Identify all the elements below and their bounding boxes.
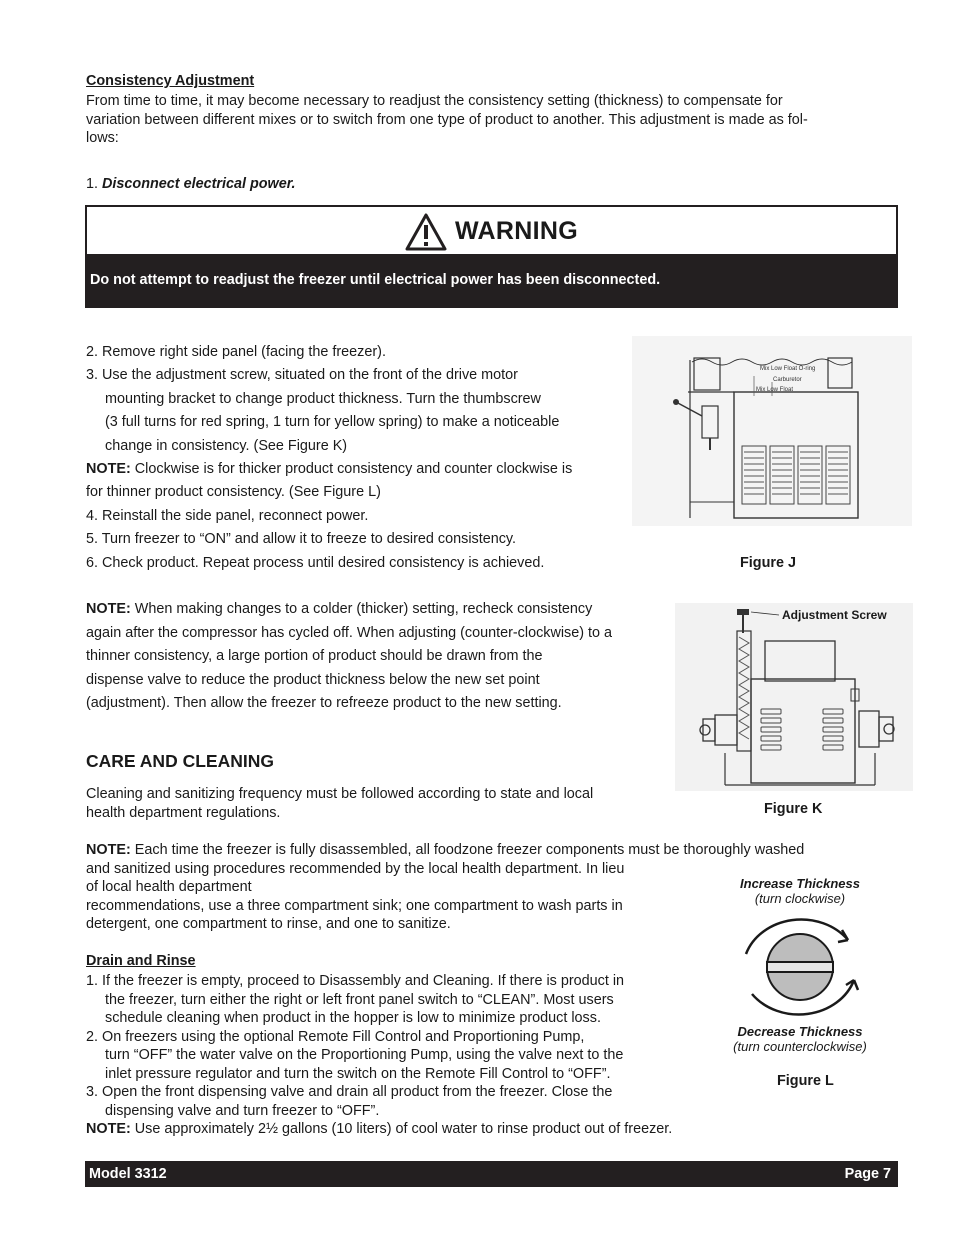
note-line: again after the compressor has cycled off. When adjusting (counter-clockwise) to a	[86, 624, 613, 641]
figure-j-label: Mix Low Float O-ring	[760, 366, 816, 372]
care-note-line: of local health department	[86, 879, 252, 895]
note-thicker-setting	[86, 598, 612, 716]
step-1-number: 1.	[86, 176, 102, 192]
step-line: change in consistency. (See Figure K)	[105, 437, 348, 454]
step-line: 2. Remove right side panel (facing the freezer).	[86, 344, 386, 360]
step-1-text: Disconnect electrical power.	[102, 176, 296, 192]
care-intro	[86, 785, 593, 822]
care-intro-line: health department regulations.	[86, 804, 281, 821]
consistency-heading: Consistency Adjustment	[86, 73, 255, 89]
care-intro-line: Cleaning and sanitizing frequency must be followed according to state and local	[86, 786, 594, 802]
increase-thickness-label: Increase Thickness	[740, 876, 860, 891]
drain-line: turn “OFF” the water valve on the Proportioning Pump, using the valve next to the	[105, 1047, 624, 1063]
drain-line: the freezer, turn either the right or left front panel switch to “CLEAN”. Most users	[105, 991, 614, 1008]
care-note	[86, 841, 804, 934]
note-line: (adjustment). Then allow the freezer to refreeze product to the new setting.	[86, 695, 562, 711]
model-number: Model 3312	[89, 1166, 167, 1182]
thumbscrew-rotation-diagram	[730, 912, 870, 1022]
increase-thickness-sublabel: (turn clockwise)	[754, 891, 846, 906]
note-label: NOTE:	[86, 1121, 131, 1137]
step-note-line	[86, 458, 572, 481]
page-footer	[85, 1161, 898, 1187]
warning-box	[85, 205, 898, 308]
step-1	[86, 176, 296, 192]
figure-j-caption: Figure J	[740, 555, 796, 571]
note-label: NOTE:	[86, 460, 131, 477]
figure-k	[675, 603, 913, 791]
step-line: 4. Reinstall the side panel, reconnect power.	[86, 507, 369, 524]
drain-note-text: Use approximately 2½ gallons (10 liters) of cool water to rinse product out of freezer.	[134, 1121, 673, 1137]
figure-j-label: Mix Low Float	[756, 387, 794, 393]
care-note-line	[86, 841, 804, 860]
note-line	[86, 598, 612, 622]
intro-line: lows:	[86, 130, 119, 146]
warning-triangle-icon	[405, 213, 447, 251]
step-line: 6. Check product. Repeat process until desired consistency is achieved.	[86, 554, 545, 571]
figure-l	[700, 876, 900, 1076]
drain-note-line	[86, 1120, 672, 1139]
warning-title: WARNING	[455, 217, 578, 245]
warning-header	[87, 207, 896, 256]
decrease-thickness-sublabel: (turn counterclockwise)	[733, 1039, 867, 1054]
drain-line: 3. Open the front dispensing valve and drain all product from the freezer. Close the	[86, 1084, 613, 1100]
step-line: for thinner product consistency. (See Figure L)	[86, 484, 381, 501]
note-label: NOTE:	[86, 601, 131, 617]
drain-line: inlet pressure regulator and turn the switch on the Remote Fill Control to “OFF”.	[105, 1065, 611, 1082]
freezer-side-illustration	[632, 336, 912, 526]
drain-line: 1. If the freezer is empty, proceed to Disassembly and Cleaning. If there is product in	[86, 973, 625, 989]
step-line: 5. Turn freezer to “ON” and allow it to freeze to desired consistency.	[86, 531, 517, 548]
step-line: mounting bracket to change product thickness. Turn the thumbscrew	[105, 390, 541, 407]
drain-line: 2. On freezers using the optional Remote Fill Control and Proportioning Pump,	[86, 1028, 585, 1045]
warning-message: Do not attempt to readjust the freezer until electrical power has been disconnected.	[87, 254, 896, 306]
figure-l-caption: Figure L	[777, 1073, 834, 1089]
note-line: dispense valve to reduce the product thickness below the new set point	[86, 671, 540, 688]
drive-motor-illustration	[675, 603, 913, 791]
care-note-line: and sanitized using procedures recommended by the local health department. In lieu	[86, 860, 625, 877]
note-text: When making changes to a colder (thicker) setting, recheck consistency	[134, 601, 593, 617]
intro-line: variation between different mixes or to switch from one type of product to another. This adjustment is made as fol-	[86, 111, 808, 128]
figure-j-label: Carburetor	[773, 377, 802, 383]
decrease-thickness-label: Decrease Thickness	[737, 1024, 863, 1039]
note-line: thinner consistency, a large portion of product should be drawn from the	[86, 648, 543, 664]
care-note-line: detergent, one compartment to rinse, and one to sanitize.	[86, 916, 451, 932]
figure-j	[632, 336, 912, 526]
step-line: 3. Use the adjustment screw, situated on the front of the drive motor	[86, 367, 518, 384]
page-number: Page 7	[844, 1166, 891, 1182]
care-cleaning-heading: CARE AND CLEANING	[86, 751, 274, 771]
note-label: NOTE:	[86, 842, 131, 858]
drain-line: schedule cleaning when product in the hopper is low to minimize product loss.	[105, 1010, 601, 1026]
drain-line: dispensing valve and turn freezer to “OFF”.	[105, 1102, 380, 1119]
drain-rinse-heading: Drain and Rinse	[86, 953, 196, 969]
figure-k-caption: Figure K	[764, 801, 823, 817]
care-note-line: recommendations, use a three compartment sink; one compartment to wash parts in	[86, 897, 623, 914]
adjustment-steps	[86, 341, 572, 575]
intro-line: From time to time, it may become necessary to readjust the consistency setting (thickness) to compensate for	[86, 93, 783, 109]
drain-rinse-steps	[86, 972, 672, 1139]
note-text: Clockwise is for thicker product consistency and counter clockwise is	[134, 460, 573, 477]
step-line: (3 full turns for red spring, 1 turn for yellow spring) to make a noticeable	[105, 414, 560, 431]
adjustment-screw-label: Adjustment Screw	[782, 608, 887, 622]
consistency-intro	[86, 92, 808, 148]
care-note-text: Each time the freezer is fully disassembled, all foodzone freezer components must be thoroughly washed	[134, 842, 805, 858]
